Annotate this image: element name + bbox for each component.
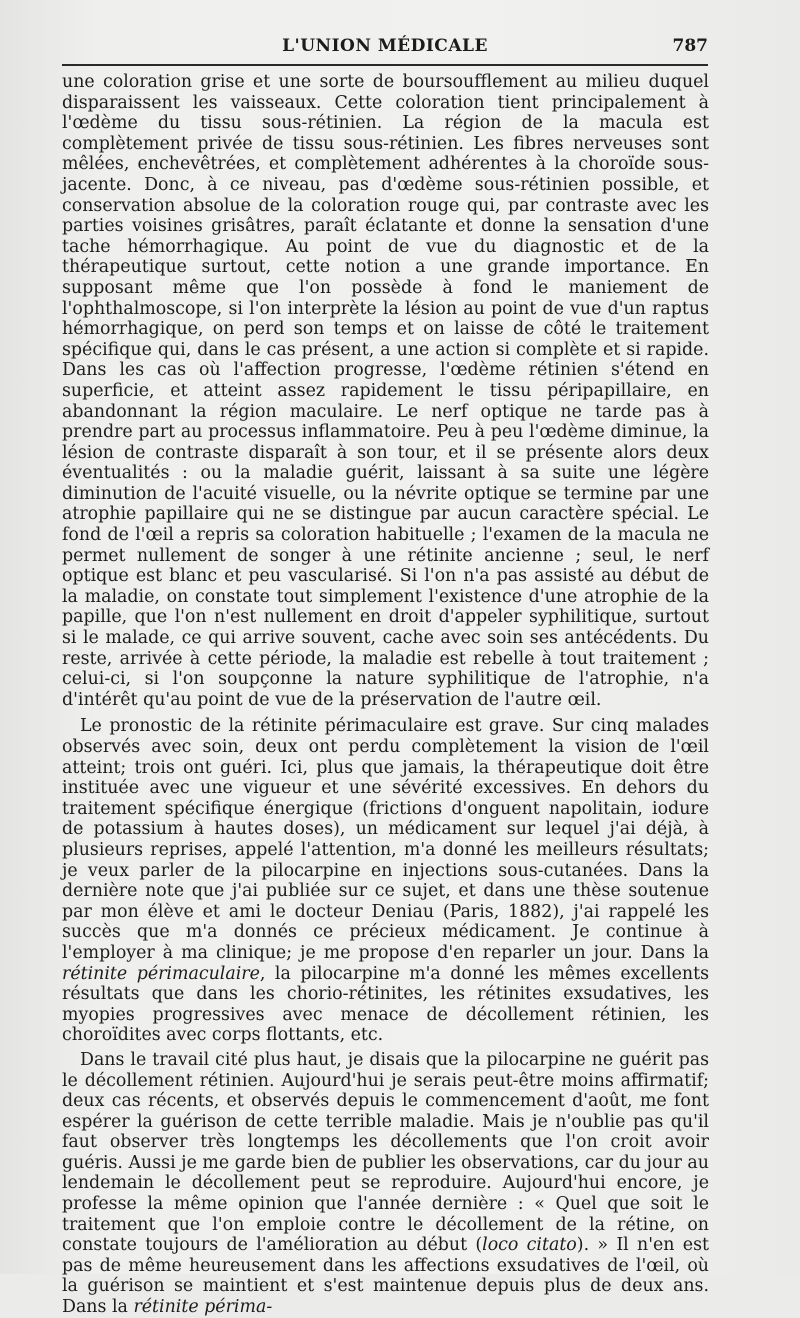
paragraph [62, 716, 709, 1046]
paragraph [62, 1050, 709, 1318]
text-run: ). » Il n'en est pas de même heureusement dans les affections exsudatives de l'œil, où la guérison se maintient et s'est maintenue depuis plus de deux ans. Dans la [62, 1235, 709, 1318]
italic-term: rétinite périma- [133, 1297, 273, 1318]
text-run: une coloration grise et une sorte de boursoufflement au milieu duquel disparaissent les vaisseaux. Cette coloration tient principalement à l'œdème du tissu sous-rétinien. La région de la macula est complètement privée de tissu sous-rétinien. Les fibres nerveuses sont mêlées, enchevêtrées, et complètement adhérentes à la choroïde sous-jacente. Donc, à ce niveau, pas d'œdème sous-rétinien possible, et conservation absolue de la coloration rouge qui, par contraste avec les parties voisines grisâtres, paraît éclatante et donne la sensation d'une tache hémorrhagique. Au point de vue du diagnostic et de la thérapeutique surtout, cette notion a une grande importance. En supposant même que l'on possède à fond le maniement de l'ophthalmoscope, si l'on interprète la lésion au point de vue d'un raptus hémorrhagique, on perd son temps et on laisse de côté le traitement spécifique qui, dans le cas présent, a une action si complète et si rapide. Dans les cas où l'affection progresse, l'œdème rétinien s'étend en superficie, et atteint assez rapidement le tissu péripapillaire, en abandonnant la région maculaire. Le nerf optique ne tarde pas à prendre part au processus inflammatoire. Peu à peu l'œdème diminue, la lésion de contraste disparaît à son tour, et il se présente alors deux éventualités : ou la maladie guérit, laissant à sa suite une légère diminution de l'acuité visuelle, ou la névrite optique se termine par une atrophie papillaire qui ne se distingue par aucun caractère spécial. Le fond de l'œil a repris sa coloration habituelle ; l'examen de la macula ne permet nullement de songer à une rétinite ancienne ; seul, le nerf optique est blanc et peu vascularisé. Si l'on n'a pas assisté au début de la maladie, on constate tout simplement l'existence d'une atrophie de la papille, que l'on n'est nullement en droit d'appeler syphilitique, surtout si le malade, ce qui arrive souvent, cache avec soin ses antécédents. Du reste, arrivée à cette période, la maladie est rebelle à tout traitement ; celui-ci, si l'on soupçonne la nature syphilitique de l'atrophie, n'a d'intérêt qu'au point de vue de la préservation de l'autre œil. [62, 72, 709, 710]
running-header [62, 34, 708, 66]
page-number: 787 [672, 36, 708, 56]
paragraph [62, 72, 709, 710]
text-run: Dans le travail cité plus haut, je disais que la pilocarpine ne guérit pas le décollement rétinien. Aujourd'hui je serais peut-être moins affirmatif; deux cas récents, et observés depuis le commencement d'août, me font espérer la guérison de cette terrible maladie. Mais je n'oublie pas qu'il faut observer très longtemps les décollements que l'on croit avoir guéris. Aussi je me garde bien de publier les observations, car du jour au lendemain le décollement peut se reproduire. Aujourd'hui encore, je professe la même opinion que l'année dernière : « Quel que soit le traitement que l'on emploie contre le décollement de la rétine, on constate toujours de l'amélioration au début ( [62, 1049, 709, 1256]
italic-term: rétinite périmaculaire [62, 963, 260, 984]
italic-citation: loco citato [482, 1235, 577, 1256]
journal-title: L'UNION MÉDICALE [282, 36, 488, 56]
text-run: , la pilocarpine m'a donné les mêmes excellents résultats que dans les chorio-rétinites, les rétinites exsudatives, les myopies progressives avec menace de décollement rétinien, les choroïdites avec corps flottants, etc. [62, 963, 709, 1046]
text-run: Le pronostic de la rétinite périmaculaire est grave. Sur cinq malades observés avec soin, deux ont perdu complètement la vision de l'œil atteint; trois ont guéri. Ici, plus que jamais, la thérapeutique doit être instituée avec une vigueur et une sévérité excessives. En dehors du traitement spécifique énergique (frictions d'onguent napolitain, iodure de potassium à hautes doses), un médicament sur lequel j'ai déjà, à plusieurs reprises, appelé l'attention, m'a donné les meilleurs résultats; je veux parler de la pilocarpine en injections sous-cutanées. Dans la dernière note que j'ai publiée sur ce sujet, et dans une thèse soutenue par mon élève et ami le docteur Deniau (Paris, 1882), j'ai rappelé les succès que m'a donnés ce précieux médicament. Je continue à l'employer à ma clinique; je me propose d'en reparler un jour. Dans la [62, 716, 709, 963]
article-body [62, 72, 709, 1318]
